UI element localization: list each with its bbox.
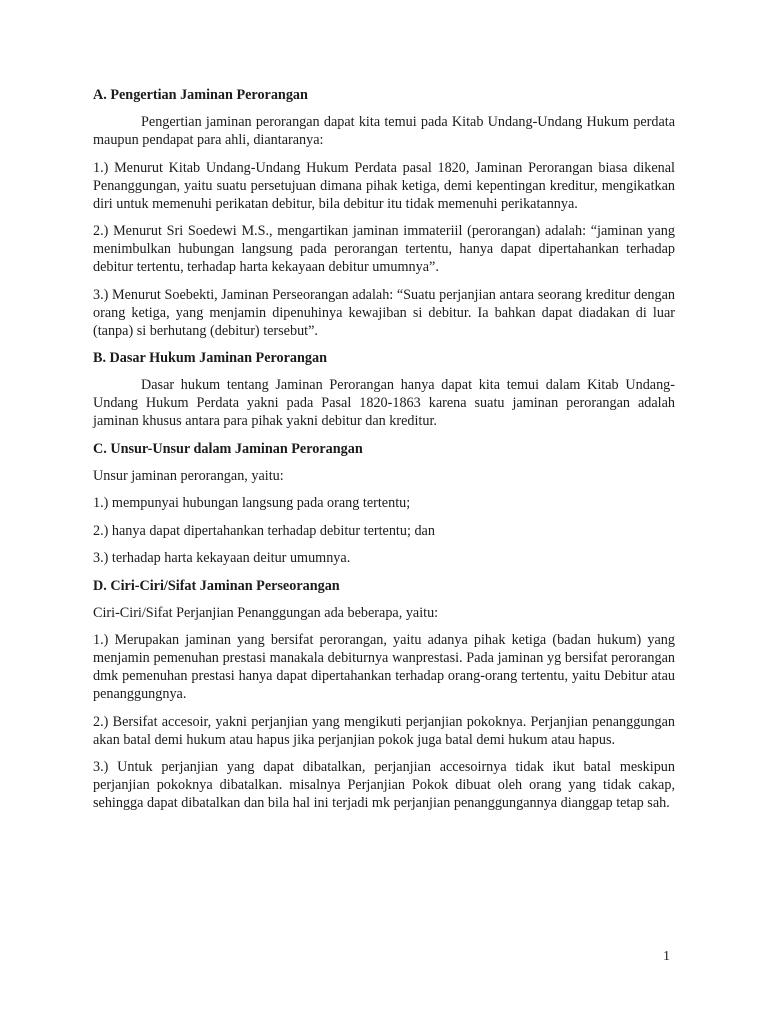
section-heading-c: C. Unsur-Unsur dalam Jaminan Perorangan: [93, 440, 363, 457]
section-heading-b: B. Dasar Hukum Jaminan Perorangan: [93, 350, 327, 366]
document-body: [93, 86, 675, 822]
paragraph-c-item-1: 1.) mempunyai hubungan langsung pada orang tertentu;: [93, 495, 411, 511]
paragraph-b-body: Dasar hukum tentang Jaminan Perorangan hanya dapat kita temui dalam Kitab Undang-Undang Hukum Perdata yakni pada Pasal 1820-1863 karena suatu jaminan perorangan adalah jaminan khusus antara para pihak yakni debitur dan kreditur.: [93, 377, 675, 429]
paragraph-c-item-3: 3.) terhadap harta kekayaan deitur umumnya.: [93, 550, 351, 566]
section-heading-d: D. Ciri-Ciri/Sifat Jaminan Perseorangan: [93, 577, 340, 594]
paragraph-c-intro: Unsur jaminan perorangan, yaitu:: [93, 467, 284, 484]
section-heading-a: A. Pengertian Jaminan Perorangan: [93, 87, 308, 103]
paragraph-d-item-1: 1.) Merupakan jaminan yang bersifat perorangan, yaitu adanya pihak ketiga (badan hukum) yang menjamin pemenuhan prestasi manakala debiturnya wanprestasi. Pada jaminan yg bersifat perorangan dmk pemenuhan prestasi hanya dapat dipertahankan terhadap orang-orang tertentu, yaitu Debitur atau penanggungnya.: [93, 632, 675, 702]
paragraph-d-intro: Ciri-Ciri/Sifat Perjanjian Penanggungan ada beberapa, yaitu:: [93, 604, 439, 621]
paragraph-c-item-2: 2.) hanya dapat dipertahankan terhadap debitur tertentu; dan: [93, 522, 435, 539]
paragraph-a-item-1: 1.) Menurut Kitab Undang-Undang Hukum Perdata pasal 1820, Jaminan Perorangan biasa dikenal Penanggungan, yaitu suatu persetujuan dimana pihak ketiga, demi kepentingan kreditur, mengikatkan diri untuk memenuhi perikatan debitur, bila debitur itu tidak memenuhi perikatannya.: [93, 159, 675, 212]
paragraph-d-item-2: 2.) Bersifat accesoir, yakni perjanjian yang mengikuti perjanjian pokoknya. Perjanjian penanggungan akan batal demi hukum atau hapus jika perjanjian pokok juga batal demi hukum atau hapus.: [93, 713, 675, 748]
paragraph-d-item-3: 3.) Untuk perjanjian yang dapat dibatalkan, perjanjian accesoirnya tidak ikut batal meskipun perjanjian pokoknya dibatalkan. misalnya Perjanjian Pokok dibuat oleh orang yang tidak cakap, sehingga dapat dibatalkan dan bila hal ini terjadi mk perjanjian penanggungannya dianggap tetap sah.: [93, 759, 675, 811]
paragraph-a-intro: Pengertian jaminan perorangan dapat kita temui pada Kitab Undang-Undang Hukum perdata maupun pendapat para ahli, diantaranya:: [93, 114, 675, 148]
paragraph-a-item-2: 2.) Menurut Sri Soedewi M.S., mengartikan jaminan immateriil (perorangan) adalah: “jaminan yang menimbulkan hubungan langsung pada perorangan tertentu, hanya dapat dipertahankan terhadap debitur tertentu, terhadap harta kekayaan debitur umumnya”.: [93, 223, 675, 275]
page-number: 1: [663, 949, 670, 964]
paragraph-a-item-3: 3.) Menurut Soebekti, Jaminan Perseorangan adalah: “Suatu perjanjian antara seorang kreditur dengan orang ketiga, yang menjamin dipenuhinya kewajiban si debitur. Ia bahkan dapat diadakan di luar (tanpa) si berhutang (debitur) tersebut”.: [93, 286, 675, 339]
